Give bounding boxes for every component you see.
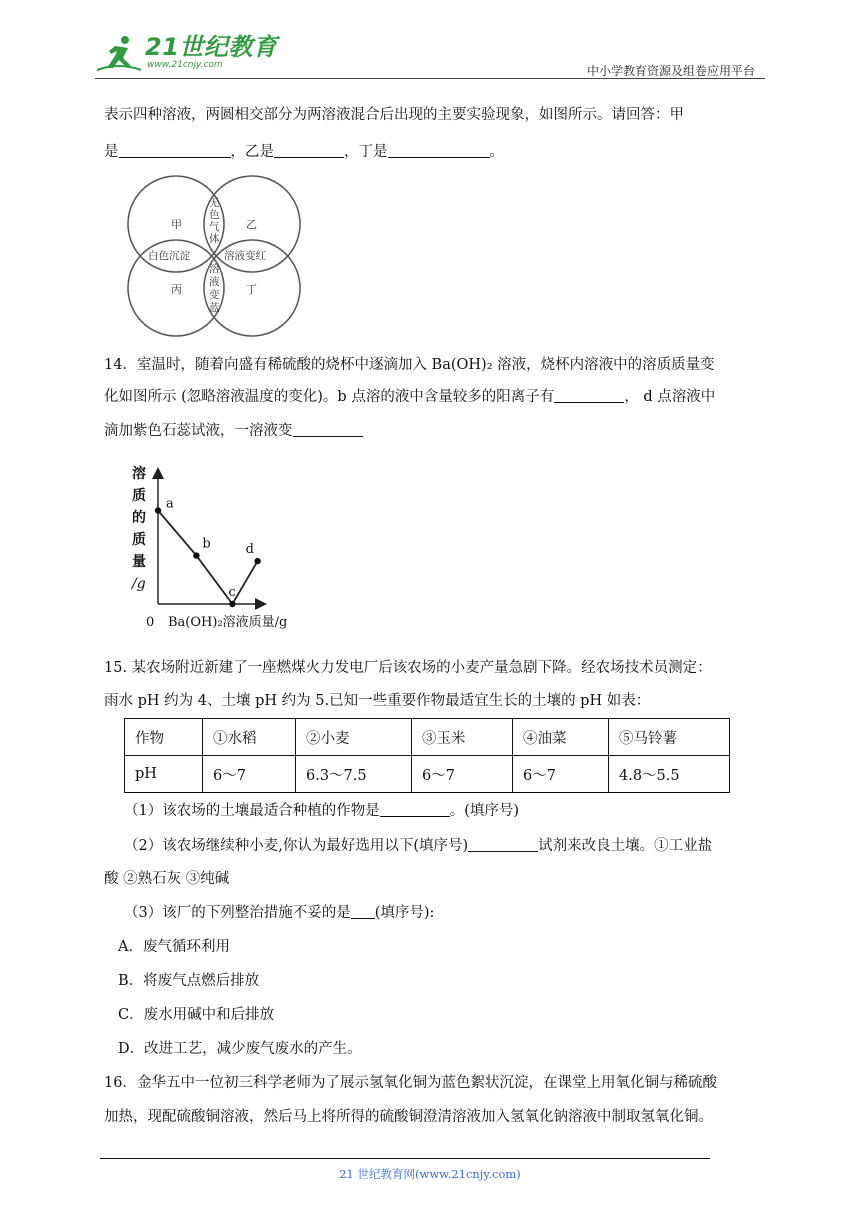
venn-label-yi: 乙 [246, 218, 257, 231]
q15-line2: 雨水 pH 约为 4、土壤 pH 约为 5.已知一些重要作物最适宜生长的土壤的 pH 如表： [104, 693, 651, 709]
table-cell: pH [125, 756, 203, 793]
point-label-c: c [228, 585, 236, 600]
answer-blank-reagent[interactable] [468, 836, 538, 852]
q15-sub2-cont: 酸 ②熟石灰 ③纯碱 [104, 871, 230, 887]
venn-char: 变 [209, 289, 220, 301]
q14-line1: 14．室温时，随着向盛有稀硫酸的烧杯中逐滴加入 Ba(OH)₂ 溶液，烧杯内溶液中的溶质质量变 [104, 357, 715, 373]
table-cell: ①水稻 [203, 719, 296, 756]
venn-right-overlap-text: 溶液变红 [224, 250, 266, 262]
y-axis-label-char: 质 [132, 532, 146, 548]
logo-url: www.21cnjy.com [147, 60, 223, 70]
y-axis-label-char: 质 [132, 488, 146, 504]
point-a [155, 507, 161, 513]
footer-link[interactable]: 21 世纪教育网(www.21cnjy.com) [339, 1167, 521, 1181]
table-row [125, 719, 730, 756]
answer-blank-cation[interactable] [554, 387, 624, 403]
y-axis-label-char: 量 [132, 554, 146, 570]
y-axis-label [130, 465, 146, 592]
q16-line1: 16．金华五中一位初三科学老师为了展示氢氧化铜为蓝色絮状沉淀，在课堂上用氧化铜与稀硫酸 [104, 1075, 717, 1091]
footer-divider [100, 1158, 710, 1159]
q14-line3: 滴加紫色石蕊试液，一溶液变 [104, 420, 764, 442]
venn-top-overlap-text [209, 197, 220, 245]
q14-line-chart [124, 462, 314, 634]
q15-sub2: （2）该农场继续种小麦,你认为最好选用以下(填序号) 试剂来改良土壤。①工业盐 [124, 838, 713, 854]
venn-label-bing: 丙 [171, 283, 182, 296]
table-cell: ③玉米 [412, 719, 513, 756]
venn-diagram [124, 174, 304, 338]
table-cell: 6～7 [203, 756, 296, 793]
q13-line1: 表示四种溶液，两圆相交部分为两溶液混合后出现的主要实验现象，如图所示。请回答：甲 [104, 107, 684, 123]
point-c [229, 601, 235, 607]
y-axis-label-char: 的 [132, 510, 146, 526]
venn-char: 体 [209, 233, 220, 245]
venn-char: 蓝 [209, 302, 220, 314]
header-platform-text: 中小学教育资源及组卷应用平台 [586, 64, 755, 78]
point-b [193, 552, 199, 558]
answer-blank-crop[interactable] [380, 801, 450, 817]
origin-label: 0 [146, 615, 155, 630]
point-label-d: d [245, 542, 254, 558]
x-axis-label: Ba(OH)₂溶液质量/g [168, 615, 288, 630]
answer-blank-yi[interactable] [274, 142, 344, 158]
y-axis-label-char: /g [132, 576, 146, 592]
table-cell: ⑤马铃薯 [609, 719, 730, 756]
header-divider [95, 78, 765, 79]
venn-char: 无 [209, 197, 220, 209]
table-cell: 6.3～7.5 [296, 756, 412, 793]
q15-sub3: （3）该厂的下列整治措施不妥的是 (填序号): [124, 905, 435, 921]
q15-line1: 15. 某农场附近新建了一座燃煤火力发电厂后该农场的小麦产量急剧下降。经农场技术员测定： [104, 660, 712, 676]
table-cell: 6～7 [412, 756, 513, 793]
q13-line2: 是 ，乙是 ，丁是 。 [104, 144, 504, 160]
venn-char: 溶 [209, 263, 220, 275]
q15-sub1: （1）该农场的土壤最适合种植的作物是 。(填序号) [124, 803, 520, 819]
table-cell: ④油菜 [513, 719, 609, 756]
q16-line2: 加热，现配硫酸铜溶液，然后马上将所得的硫酸铜澄清溶液加入氢氧化钠溶液中制取氢氧化铜。 [104, 1109, 713, 1125]
option-d: D．改进工艺，减少废气废水的产生。 [118, 1041, 362, 1057]
q14-line2: 化如图所示 (忽略溶液温度的变化)。b 点溶的液中含量较多的阳离子有 ， d 点溶液中 [104, 389, 716, 405]
answer-blank-measure[interactable] [351, 903, 375, 919]
runner-logo-icon [95, 34, 143, 74]
answer-blank-jia[interactable] [119, 142, 231, 158]
point-d [254, 558, 260, 564]
venn-left-overlap-text: 白色沉淀 [148, 250, 190, 262]
table-cell: 6～7 [513, 756, 609, 793]
logo-text: 21世纪教育 [145, 33, 278, 61]
table-cell: 作物 [125, 719, 203, 756]
option-b: B．将废气点燃后排放 [118, 973, 260, 989]
point-label-a: a [166, 496, 174, 512]
venn-label-jia: 甲 [171, 218, 182, 231]
venn-bottom-overlap-text [209, 262, 220, 314]
series-line [158, 511, 258, 605]
venn-char: 气 [209, 221, 220, 233]
y-axis-label-char: 溶 [132, 466, 146, 482]
answer-blank-ding[interactable] [388, 142, 490, 158]
crop-ph-table [124, 718, 730, 793]
page-header [95, 30, 765, 80]
option-a: A．废气循环利用 [118, 939, 230, 955]
answer-blank-color[interactable] [293, 421, 363, 437]
point-label-b: b [202, 536, 211, 552]
table-cell: 4.8～5.5 [609, 756, 730, 793]
venn-char: 色 [209, 209, 220, 221]
table-cell: ②小麦 [296, 719, 412, 756]
option-c: C．废水用碱中和后排放 [118, 1007, 275, 1023]
table-row [125, 756, 730, 793]
logo [95, 34, 277, 74]
venn-label-ding: 丁 [246, 283, 257, 296]
venn-char: 液 [209, 276, 220, 288]
